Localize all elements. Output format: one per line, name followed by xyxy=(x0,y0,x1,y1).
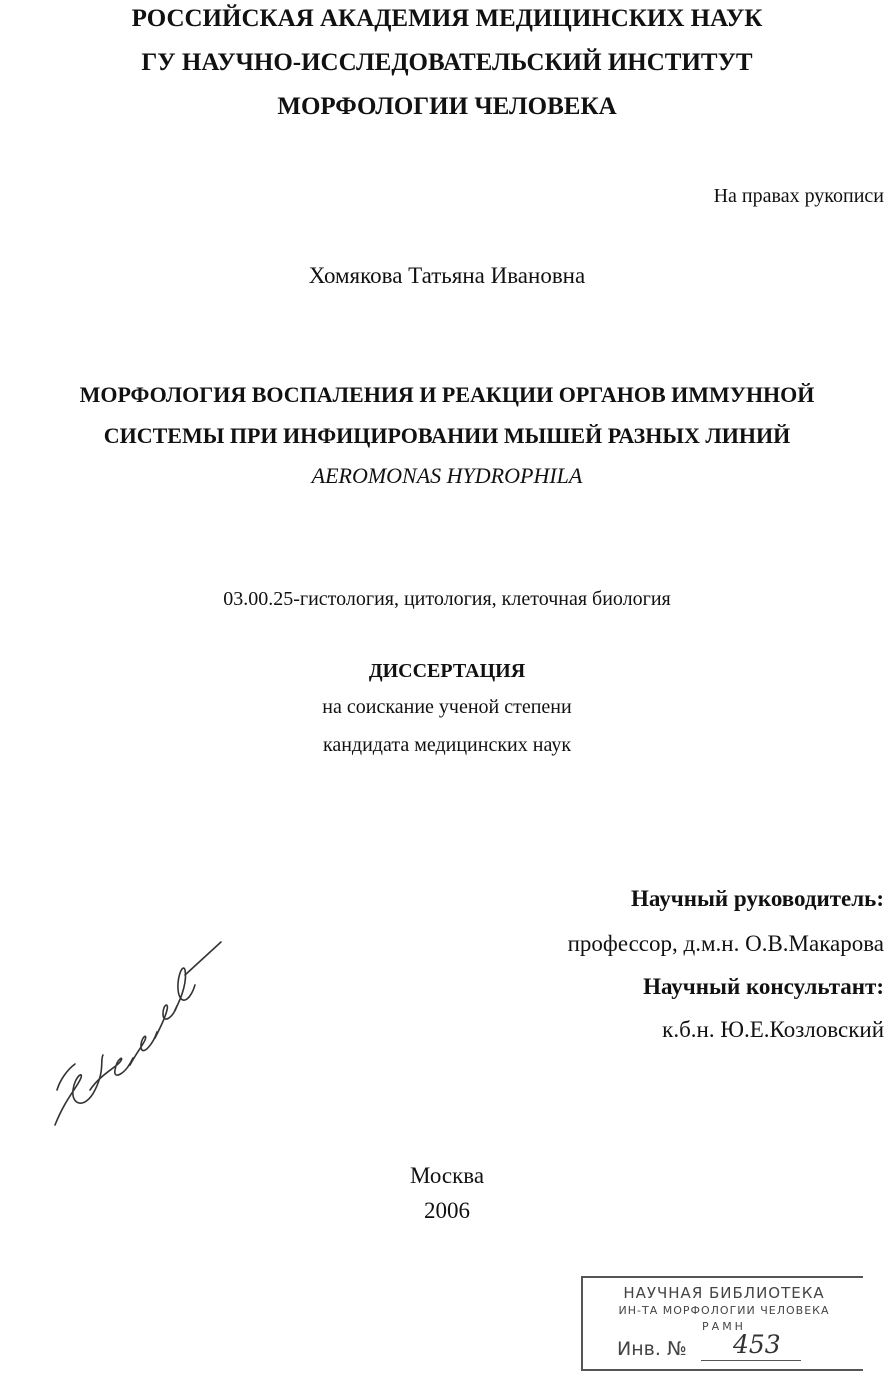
specialty: 03.00.25-гистология, цитология, клеточная биология xyxy=(223,588,671,610)
dissertation-line-1: на соискание ученой степени xyxy=(322,696,572,718)
consultant-label: Научный консультант: xyxy=(643,974,884,999)
dissertation-label: ДИССЕРТАЦИЯ xyxy=(368,660,526,682)
stamp-line-1: НАУЧНАЯ БИБЛИОТЕКА xyxy=(623,1284,825,1302)
consultant-name: к.б.н. Ю.Е.Козловский xyxy=(662,1017,884,1042)
title-line-2: СИСТЕМЫ ПРИ ИНФИЦИРОВАНИИ МЫШЕЙ РАЗНЫХ ЛИНИЙ xyxy=(103,423,791,448)
org-line-1: РОССИЙСКАЯ АКАДЕМИЯ МЕДИЦИНСКИХ НАУК xyxy=(131,5,763,32)
org-line-3: МОРФОЛОГИИ ЧЕЛОВЕКА xyxy=(277,93,617,120)
manuscript-note: На правах рукописи xyxy=(713,185,884,207)
advisor-name: профессор, д.м.н. О.В.Макарова xyxy=(567,931,884,956)
dissertation-line-2: кандидата медицинских наук xyxy=(322,734,572,756)
stamp-inv-number: 453 xyxy=(733,1330,781,1359)
stamp-line-2: ИН-ТА МОРФОЛОГИИ ЧЕЛОВЕКА xyxy=(618,1304,830,1317)
author-name: Хомякова Татьяна Ивановна xyxy=(308,263,586,288)
stamp-underline xyxy=(701,1360,801,1361)
signature xyxy=(45,940,225,1140)
city: Москва xyxy=(409,1163,485,1188)
title-line-3: AEROMONAS HYDROPHILA xyxy=(311,463,583,488)
stamp-line-3: РАМН xyxy=(702,1320,746,1333)
org-line-2: ГУ НАУЧНО-ИССЛЕДОВАТЕЛЬСКИЙ ИНСТИТУТ xyxy=(141,49,753,76)
title-line-1: МОРФОЛОГИЯ ВОСПАЛЕНИЯ И РЕАКЦИИ ОРГАНОВ ИММУННОЙ xyxy=(79,382,815,407)
year: 2006 xyxy=(424,1198,470,1223)
advisor-label: Научный руководитель: xyxy=(631,886,884,911)
stamp-inv-label: Инв. № xyxy=(617,1338,687,1360)
library-stamp xyxy=(581,1276,863,1371)
